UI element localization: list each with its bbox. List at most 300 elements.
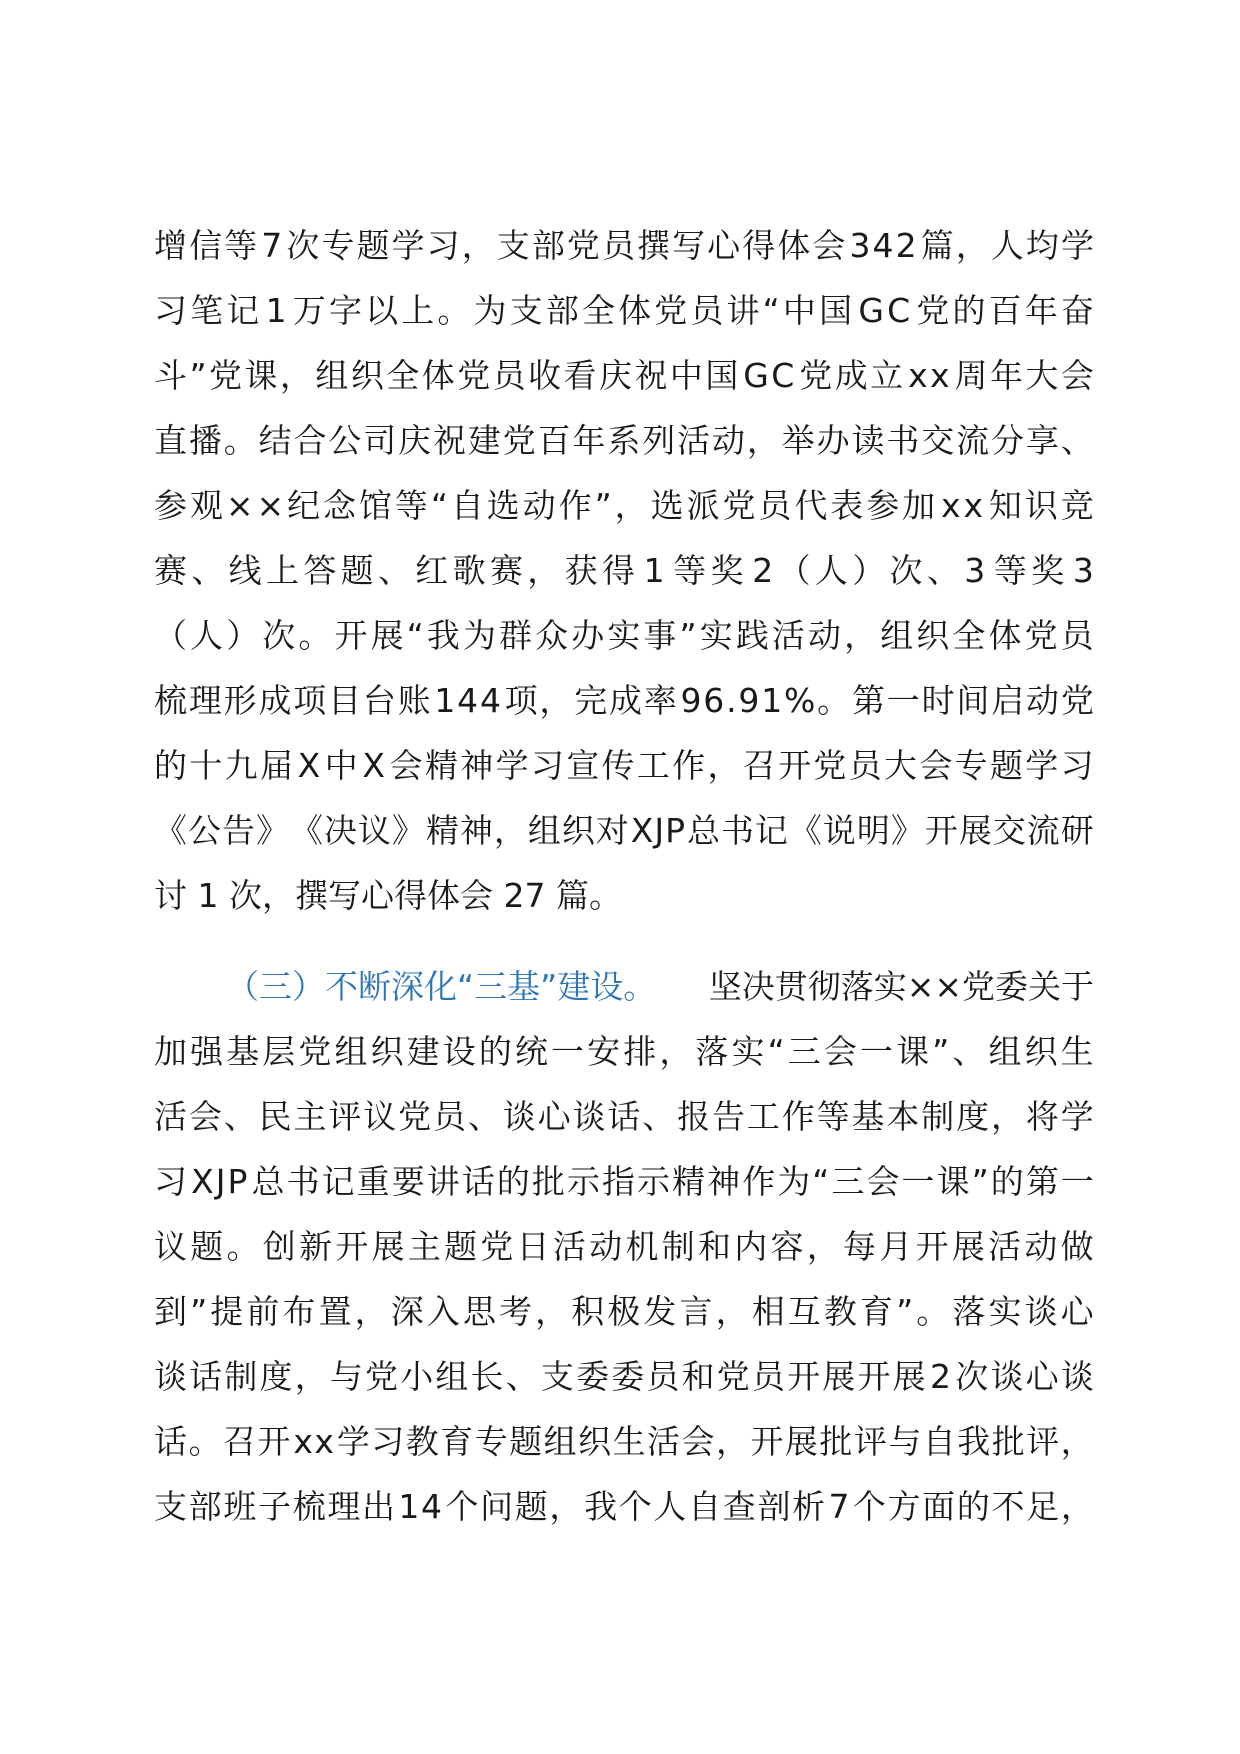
text-glyph: 生 [1060, 1032, 1094, 1071]
text-glyph: 出 [362, 1487, 396, 1526]
text-glyph: x [293, 1422, 313, 1461]
text-glyph: ” [932, 1032, 950, 1071]
text-glyph: 事 [643, 616, 677, 655]
text-glyph: 个 [618, 1487, 652, 1526]
text-glyph: 织 [370, 1032, 404, 1071]
text-glyph: 自 [688, 1487, 722, 1526]
text-glyph: 年 [1024, 291, 1058, 330]
text-glyph: 神 [707, 1162, 741, 1201]
text-glyph: 支 [509, 291, 543, 330]
text-glyph: 展 [370, 616, 404, 655]
text-glyph: 。 [226, 1227, 260, 1266]
text-glyph: 识 [1024, 486, 1058, 525]
text-glyph: 书 [886, 421, 920, 460]
text-glyph: 工 [746, 1097, 780, 1136]
text-glyph: 容 [770, 1227, 804, 1266]
text-glyph: 层 [262, 1032, 296, 1071]
text-glyph: 自 [922, 1422, 956, 1461]
text-glyph: 党 [813, 746, 847, 785]
text-glyph: 4 [872, 226, 894, 265]
text-glyph: 党 [457, 356, 491, 395]
text-glyph: 织 [916, 616, 950, 655]
text-glyph: 活 [771, 616, 805, 655]
text-glyph: 建 [467, 421, 501, 460]
text-glyph: 实 [988, 1292, 1022, 1331]
text-glyph: 学 [1025, 746, 1059, 785]
text-glyph: 享 [1025, 421, 1059, 460]
paragraph-line [154, 213, 1094, 278]
text-glyph: 党 [209, 356, 243, 395]
text-glyph: 互 [787, 1292, 821, 1331]
text-glyph: 评 [328, 1097, 362, 1136]
text-glyph: 个 [445, 1487, 479, 1526]
text-glyph: . [726, 681, 737, 720]
text-glyph: 谈 [572, 1097, 606, 1136]
text-glyph: 教 [823, 1292, 857, 1331]
text-glyph: 的 [478, 1032, 512, 1071]
text-glyph: 展 [822, 1357, 856, 1396]
text-glyph: 活 [154, 1097, 187, 1136]
text-glyph: 习 [530, 746, 564, 785]
text-glyph: 获 [564, 551, 598, 590]
text-glyph: J [215, 1162, 226, 1201]
text-glyph: 考 [499, 1292, 533, 1331]
text-glyph: 度 [956, 1097, 990, 1136]
text-glyph: 全 [386, 356, 420, 395]
text-glyph: 线 [228, 551, 262, 590]
text-glyph: X [630, 811, 654, 850]
text-glyph: 极 [607, 1292, 641, 1331]
text-glyph: 习 [371, 1422, 405, 1461]
text-glyph: 学 [1060, 226, 1094, 265]
text-glyph: 实 [731, 1032, 765, 1071]
text-glyph: 告 [712, 1097, 745, 1136]
text-glyph: 谈 [1060, 1357, 1094, 1396]
text-glyph: 前 [246, 1292, 280, 1331]
text-glyph: 精 [425, 811, 459, 850]
text-glyph: 流 [1026, 811, 1060, 850]
text-glyph: 题 [989, 746, 1023, 785]
text-glyph: 织 [1024, 1032, 1058, 1071]
text-glyph: 念 [323, 486, 356, 525]
text-glyph: 展 [371, 1227, 405, 1266]
text-glyph: 课 [936, 1162, 970, 1201]
text-glyph: 课 [896, 1032, 930, 1071]
text-glyph: 1 [434, 681, 456, 720]
text-glyph: 率 [643, 681, 677, 720]
text-glyph: 9 [738, 681, 760, 720]
text-glyph: 人 [990, 226, 1024, 265]
text-glyph: ， [955, 226, 989, 265]
text-glyph: 群 [499, 616, 533, 655]
text-glyph: 神 [459, 811, 493, 850]
text-glyph: 人 [190, 616, 224, 655]
text-glyph: 召 [222, 1422, 256, 1461]
text-glyph: ， [715, 1422, 749, 1461]
text-glyph: 月 [879, 1227, 913, 1266]
text-glyph: ） [852, 551, 886, 590]
text-glyph: 举 [781, 421, 815, 460]
text-glyph: 评 [853, 1422, 887, 1461]
text-glyph: 百 [537, 421, 571, 460]
text-glyph: 梳 [292, 1487, 326, 1526]
text-glyph: “ [762, 291, 780, 330]
text-glyph: 得 [742, 226, 776, 265]
paragraph-line [154, 1214, 1094, 1279]
text-glyph: 专 [954, 746, 988, 785]
text-glyph: 议 [363, 1097, 397, 1136]
text-glyph: ” [896, 1292, 914, 1331]
text-glyph: 学 [336, 1422, 370, 1461]
text-glyph: 、 [377, 551, 411, 590]
text-glyph: 为 [473, 291, 507, 330]
text-glyph: 展 [892, 1357, 926, 1396]
text-glyph: 制 [224, 1357, 258, 1396]
text-glyph: 总 [686, 811, 720, 850]
text-glyph: 言 [679, 1292, 713, 1331]
paragraph-line [154, 1019, 1094, 1084]
text-glyph: 主 [407, 1227, 441, 1266]
text-glyph: 将 [1025, 1097, 1059, 1136]
text-glyph: 上 [265, 551, 299, 590]
text-glyph: 等 [816, 1097, 850, 1136]
text-glyph: ， [707, 746, 741, 785]
text-glyph: 党 [480, 1227, 514, 1266]
text-glyph: 第 [1025, 1162, 1059, 1201]
text-glyph: 基 [226, 1032, 260, 1071]
paragraph-line [154, 1279, 1094, 1344]
text-glyph: 派 [686, 486, 720, 525]
paragraph-line [154, 538, 1094, 603]
text-glyph: 斗 [154, 356, 187, 395]
text-glyph: 、 [223, 1097, 257, 1136]
text-glyph: 为 [777, 1162, 811, 1201]
text-glyph: 成 [834, 356, 868, 395]
text-glyph: 宣 [566, 746, 600, 785]
text-glyph: 开 [257, 1422, 291, 1461]
text-glyph: 馆 [358, 486, 392, 525]
text-glyph: 次 [889, 551, 923, 590]
text-glyph: 。 [223, 421, 257, 460]
text-glyph: 成 [609, 681, 642, 720]
text-glyph: 话 [189, 1357, 223, 1396]
text-glyph: 一 [886, 681, 920, 720]
text-glyph: 员 [601, 226, 635, 265]
text-glyph: 党 [722, 486, 756, 525]
text-glyph: 作 [781, 1097, 815, 1136]
text-glyph: 报 [677, 1097, 711, 1136]
text-glyph: 周 [954, 356, 988, 395]
text-glyph: 。 [916, 1292, 950, 1331]
text-glyph: ” [679, 616, 697, 655]
text-glyph: 机 [625, 1227, 659, 1266]
text-glyph: 心 [537, 1097, 571, 1136]
text-glyph: 主 [293, 1097, 327, 1136]
text-glyph: 习 [1060, 746, 1094, 785]
text-glyph: 统 [514, 1032, 548, 1071]
text-glyph: 指 [602, 1162, 635, 1201]
text-glyph: 万 [292, 291, 326, 330]
text-glyph: 强 [190, 1032, 224, 1071]
text-glyph: ， [614, 486, 648, 525]
text-glyph: 专 [474, 1422, 508, 1461]
text-glyph: 安 [587, 1032, 621, 1071]
text-glyph: 《 [289, 811, 323, 850]
text-glyph: 谈 [1024, 1292, 1058, 1331]
text-glyph: 大 [884, 746, 918, 785]
text-glyph: 课 [244, 356, 278, 395]
text-glyph: 组 [988, 1032, 1022, 1071]
text-glyph: 1 [643, 551, 665, 590]
text-glyph: 》 [890, 811, 924, 850]
text-glyph: 年 [572, 421, 606, 460]
text-glyph: 告 [221, 811, 255, 850]
text-glyph: 委 [576, 1357, 610, 1396]
text-glyph: 落 [952, 1292, 986, 1331]
text-glyph: ， [493, 811, 527, 850]
text-glyph: 项 [504, 681, 538, 720]
text-glyph: 日 [516, 1227, 550, 1266]
text-glyph: 赛 [489, 551, 523, 590]
text-glyph: 加 [154, 1032, 187, 1071]
text-glyph: 与 [888, 1422, 922, 1461]
text-glyph: 竞 [1060, 486, 1094, 525]
text-glyph: 账 [397, 681, 431, 720]
paragraph-line [154, 278, 1094, 343]
text-glyph: ， [715, 1292, 749, 1331]
text-glyph: 我 [426, 616, 460, 655]
text-glyph: 学 [1060, 1097, 1094, 1136]
text-glyph: x [941, 486, 961, 525]
text-glyph: 评 [1026, 1422, 1060, 1461]
text-glyph: 三 [831, 1162, 865, 1201]
text-glyph: 、 [926, 551, 960, 590]
paragraph-line [154, 1474, 1094, 1539]
text-glyph: 开 [787, 1357, 821, 1396]
text-glyph: 书 [720, 811, 754, 850]
text-glyph: 交 [921, 421, 955, 460]
first-line-text: 坚决贯彻落实××党委关于 [708, 967, 1094, 1006]
text-glyph: 发 [643, 1292, 677, 1331]
text-glyph: 布 [282, 1292, 316, 1331]
text-glyph: 示 [566, 1162, 600, 1201]
text-glyph: 梳 [154, 681, 187, 720]
text-glyph: 题 [356, 226, 390, 265]
text-glyph: 7 [261, 226, 283, 265]
text-glyph: 组 [543, 1422, 577, 1461]
text-glyph: 子 [258, 1487, 292, 1526]
text-glyph: 班 [223, 1487, 257, 1526]
text-glyph: 教 [405, 1422, 439, 1461]
text-glyph: 、 [191, 551, 225, 590]
text-glyph: 党 [716, 1357, 750, 1396]
text-glyph: 支 [540, 1357, 574, 1396]
text-glyph: 党 [365, 1357, 399, 1396]
text-glyph: 题 [190, 1227, 224, 1266]
text-glyph: 会 [389, 746, 423, 785]
text-glyph: ， [354, 1292, 388, 1331]
text-glyph: 理 [327, 1487, 361, 1526]
text-glyph: 赛 [154, 551, 187, 590]
text-glyph: 体 [618, 291, 652, 330]
text-glyph: 讲 [726, 291, 760, 330]
text-glyph: 十 [189, 746, 223, 785]
text-glyph: ” [971, 1162, 989, 1201]
text-glyph: 查 [722, 1487, 756, 1526]
text-glyph: 得 [601, 551, 635, 590]
text-glyph: 中 [782, 291, 816, 330]
text-glyph: ， [527, 551, 561, 590]
text-glyph: 员 [848, 746, 882, 785]
text-glyph: 三 [787, 1032, 821, 1071]
text-glyph: 。 [188, 1422, 222, 1461]
text-glyph: 内 [734, 1227, 768, 1266]
text-glyph: 、 [1060, 421, 1094, 460]
text-glyph: 部 [531, 226, 565, 265]
text-glyph: 题 [444, 1227, 478, 1266]
text-glyph: 专 [321, 226, 355, 265]
text-glyph: 制 [921, 1097, 955, 1136]
paragraph-2 [154, 954, 1094, 1539]
text-glyph: 织 [350, 356, 384, 395]
text-glyph: 表 [830, 486, 864, 525]
text-glyph: 动 [522, 486, 556, 525]
paragraph-1 [154, 213, 1094, 928]
text-glyph: 庆 [599, 356, 632, 395]
text-glyph: 1 [761, 681, 783, 720]
text-glyph: 以 [365, 291, 399, 330]
text-glyph: 看 [563, 356, 597, 395]
text-glyph: 题 [340, 551, 374, 590]
text-glyph: 员 [492, 356, 526, 395]
text-glyph: 体 [988, 616, 1022, 655]
text-glyph: 一 [1060, 1162, 1094, 1201]
text-glyph: 学 [495, 746, 529, 785]
text-glyph: 和 [697, 1227, 731, 1266]
text-glyph: 人 [814, 551, 848, 590]
text-glyph: 题 [514, 1487, 548, 1526]
text-glyph: 党 [298, 1032, 332, 1071]
text-glyph: 组 [435, 1357, 469, 1396]
text-glyph: 等 [224, 226, 258, 265]
text-glyph: 2 [895, 226, 917, 265]
text-glyph: ， [1060, 1487, 1094, 1526]
text-glyph: ， [806, 1227, 840, 1266]
text-glyph: 育 [859, 1292, 893, 1331]
paragraph-line [154, 1344, 1094, 1409]
text-glyph: 要 [391, 1162, 425, 1201]
text-glyph: 1 [265, 291, 287, 330]
text-glyph: 。 [437, 291, 471, 330]
text-glyph: 的 [496, 1162, 530, 1201]
text-glyph: 动 [1024, 1227, 1058, 1266]
text-glyph: 会 [188, 1097, 222, 1136]
text-glyph: 、 [642, 1097, 676, 1136]
text-glyph: 织 [561, 811, 595, 850]
text-glyph: 积 [571, 1292, 605, 1331]
text-glyph: x [908, 356, 928, 395]
paragraph-line [154, 603, 1094, 668]
text-glyph: 动 [712, 421, 745, 460]
text-glyph: 开 [778, 746, 812, 785]
text-glyph: 一 [901, 1162, 935, 1201]
text-glyph: 工 [636, 746, 670, 785]
text-glyph: 排 [623, 1032, 657, 1071]
text-glyph: 党 [799, 356, 833, 395]
text-glyph: 百 [988, 291, 1022, 330]
text-glyph: 篇 [920, 226, 954, 265]
text-glyph: 的 [990, 1162, 1024, 1201]
text-glyph: 支 [154, 1487, 187, 1526]
text-glyph: 开 [750, 1422, 784, 1461]
paragraph-line: 讨 1 次，撰写心得体会 27 篇。 [154, 876, 622, 915]
text-glyph: ） [226, 616, 260, 655]
text-glyph: 每 [843, 1227, 877, 1266]
text-glyph: 届 [259, 746, 293, 785]
text-glyph: 奖 [1031, 551, 1065, 590]
text-glyph: 。 [298, 616, 332, 655]
text-glyph: （ [154, 616, 187, 655]
text-glyph: 九 [224, 746, 258, 785]
text-glyph: 生 [612, 1422, 646, 1461]
text-glyph: 制 [661, 1227, 695, 1266]
text-glyph: 3 [964, 551, 986, 590]
paragraph-line [154, 798, 1094, 863]
text-glyph: 精 [672, 1162, 706, 1201]
text-glyph: 会 [919, 746, 953, 785]
text-glyph: 议 [357, 811, 391, 850]
text-glyph: 上 [401, 291, 435, 330]
text-glyph: 结 [258, 421, 292, 460]
text-glyph: 组 [527, 811, 561, 850]
text-glyph: 相 [751, 1292, 785, 1331]
text-glyph: 度 [259, 1357, 293, 1396]
text-glyph: 民 [258, 1097, 292, 1136]
text-glyph: 展 [958, 811, 992, 850]
text-glyph: 党 [502, 421, 536, 460]
text-glyph: 会 [823, 1032, 857, 1071]
text-glyph: 员 [433, 1097, 466, 1136]
text-glyph: 深 [390, 1292, 424, 1331]
text-glyph: 合 [293, 421, 327, 460]
text-glyph: 剖 [757, 1487, 791, 1526]
text-glyph: 开 [335, 1227, 369, 1266]
text-glyph: 记 [226, 291, 260, 330]
text-glyph: 参 [154, 486, 187, 525]
text-glyph: 长 [470, 1357, 504, 1396]
text-glyph: 直 [154, 421, 187, 460]
paragraph-line [154, 1084, 1094, 1149]
text-glyph: 知 [988, 486, 1022, 525]
text-glyph: “ [430, 486, 448, 525]
text-glyph: 神 [460, 746, 494, 785]
text-glyph: 司 [363, 421, 397, 460]
text-glyph: 列 [642, 421, 676, 460]
text-glyph: 启 [991, 681, 1025, 720]
text-glyph: 的 [952, 291, 986, 330]
text-glyph: 重 [356, 1162, 390, 1201]
text-glyph: 实 [699, 616, 733, 655]
text-glyph: x [314, 1422, 334, 1461]
text-glyph: G [743, 356, 769, 395]
text-glyph: 活 [552, 1227, 586, 1266]
text-glyph: “ [406, 616, 424, 655]
text-glyph: 传 [601, 746, 635, 785]
text-glyph: 、 [505, 1357, 539, 1396]
text-glyph: 实 [607, 616, 641, 655]
text-glyph: 项 [293, 681, 327, 720]
text-glyph: 思 [462, 1292, 496, 1331]
